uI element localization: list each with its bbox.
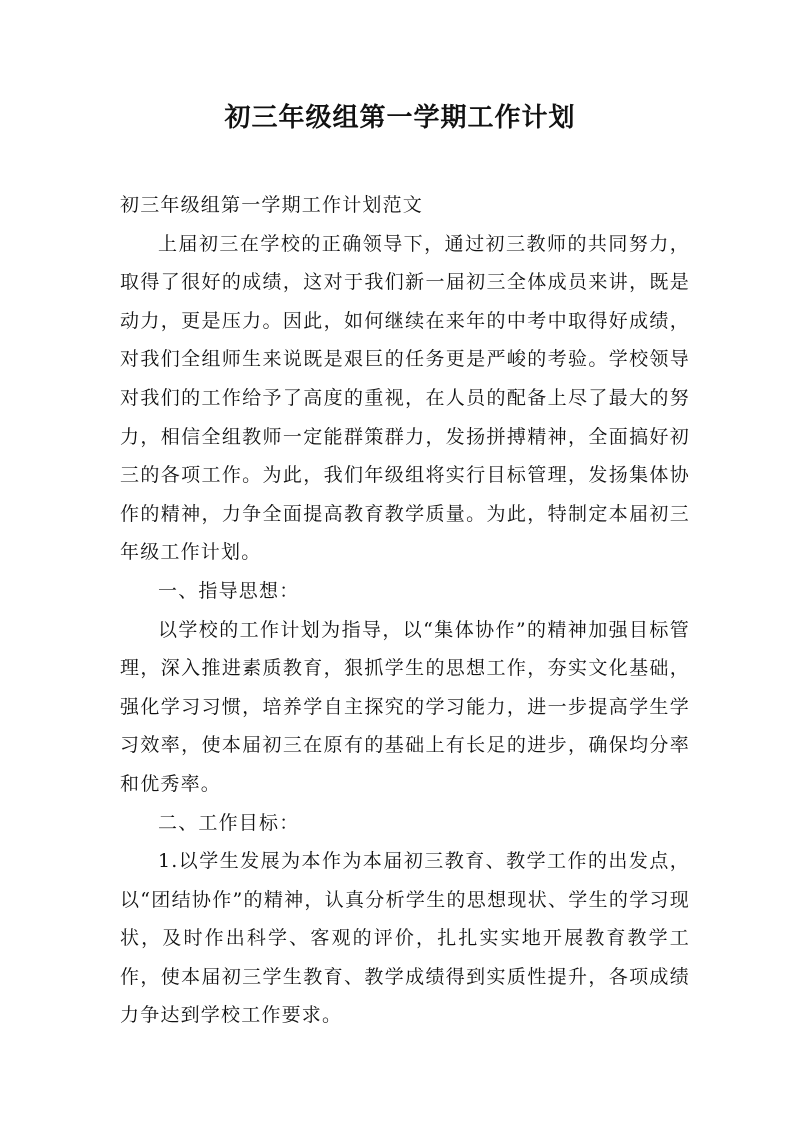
paragraph-intro: 上届初三在学校的正确领导下，通过初三教师的共同努力，取得了很好的成绩，这对于我们新一届初三全体成员来讲，既是动力，更是压力。因此，如何继续在来年的中考中取得好成绩，对我们全组师生来说既是艰巨的任务更是严峻的考验。学校领导对我们的工作给予了高度的重视，在人员的配备上尽了最大的努力，相信全组教师一定能群策群力，发扬拼搏精神，全面搞好初三的各项工作。为此，我们年级组将实行目标管理，发扬集体协作的精神，力争全面提高教育教学质量。为此，特制定本届初三年级工作计划。 <box>120 232 690 564</box>
paragraph-guiding-thought: 以学校的工作计划为指导，以“集体协作”的精神加强目标管理，深入推进素质教育，狠抓学生的思想工作，夯实文化基础，强化学习习惯，培养学自主探究的学习能力，进一步提高学生学习效率，使本届初三在原有的基础上有长足的进步，确保均分率和优秀率。 <box>120 618 690 795</box>
section-heading-guiding-thought: 一、指导思想： <box>158 579 300 602</box>
document-body <box>120 186 690 1035</box>
paragraph-work-goal-1: 1.以学生发展为本作为本届初三教育、教学工作的出发点，以“团结协作”的精神，认真分析学生的思想现状、学生的学习现状，及时作出科学、客观的评价，扎扎实实地开展教育教学工作，使本届初三学生教育、教学成绩得到实质性提升，各项成绩力争达到学校工作要求。 <box>120 850 690 1027</box>
document-subtitle: 初三年级组第一学期工作计划范文 <box>120 194 424 216</box>
section-heading-work-goals: 二、工作目标： <box>158 811 300 834</box>
document-title: 初三年级组第一学期工作计划 <box>224 103 576 133</box>
